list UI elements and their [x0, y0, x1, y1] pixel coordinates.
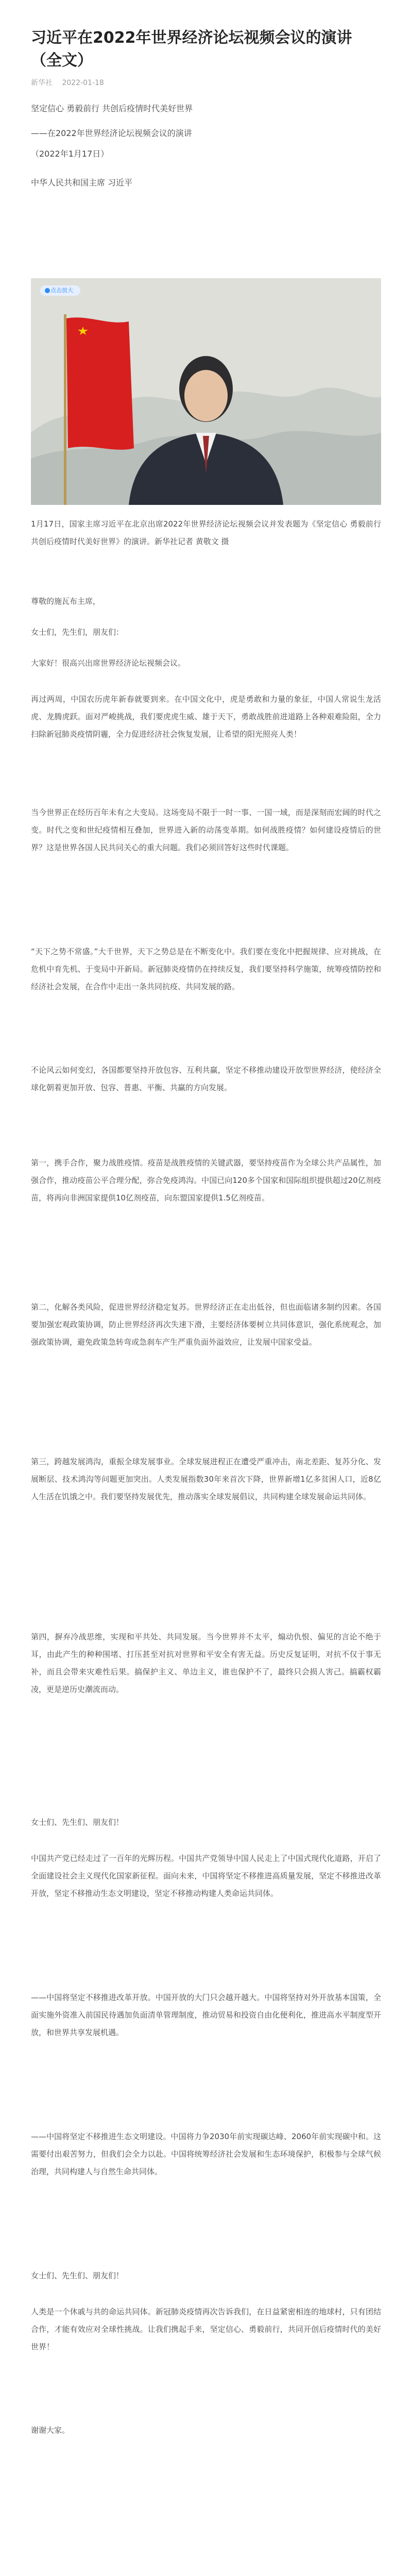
article-title: 习近平在2022年世界经济论坛视频会议的演讲（全文）: [31, 29, 352, 70]
speech-date-line: （2022年1月17日）: [31, 149, 109, 159]
salutation-4: 女士们、先生们、朋友们！: [31, 2271, 124, 2280]
photo-caption: 1月17日，国家主席习近平在北京出席2022年世界经济论坛视频会议并发表题为《坚定信心 勇毅前行 共创后疫情时代美好世界》的演讲。新华社记者 黄敬文 摄: [31, 519, 381, 546]
speech-subtitle: 坚定信心 勇毅前行 共创后疫情时代美好世界: [31, 104, 193, 113]
paragraph-3: 当今世界正在经历百年未有之大变局。这场变局不限于一时一事、一国一域，而是深刻而宏阔的时代之变。时代之变和世纪疫情相互叠加，世界进入新的动荡变革期。如何战胜疫情？如何建设疫情后的世界？这是世界各国人民共同关心的重大问题。我们必须回答好这些时代课题。: [31, 808, 381, 852]
speech-speaker: 中华人民共和国主席 习近平: [31, 178, 133, 188]
article-date: 2022-01-18: [62, 79, 104, 87]
paragraph-5: 不论风云如何变幻，各国都要坚持开放包容、互利共赢，坚定不移推动建设开放型世界经济，使经济全球化朝着更加开放、包容、普惠、平衡、共赢的方向发展。: [31, 1065, 381, 1092]
paragraph-4: “天下之势不常盛。”大千世界，天下之势总是在不断变化中。我们要在变化中把握规律、应对挑战，在危机中育先机、于变局中开新局。新冠肺炎疫情仍在持续反复，我们要坚持科学施策，统筹疫情防控和经济社会发展，在合作中走出一条共同抗疫、共同发展的路。: [31, 947, 381, 991]
speech-photo-image: [31, 278, 381, 505]
paragraph-2: 再过两周，中国农历虎年新春就要到来。在中国文化中，虎是勇敢和力量的象征，中国人常说生龙活虎、龙腾虎跃。面对严峻挑战，我们要虎虎生威、雄于天下，勇敢战胜前进道路上各种艰难险阻，全力扫除新冠肺炎疫情阴霾，全力促进经济社会恢复发展，让希望的阳光照亮人类！: [31, 694, 381, 739]
speech-photo: [31, 278, 381, 505]
paragraph-13: 人类是一个休戚与共的命运共同体。新冠肺炎疫情再次告诉我们，在日益紧密相连的地球村，只有团结合作，才能有效应对全球性挑战。让我们携起手来，坚定信心、勇毅前行，共同开创后疫情时代的美好世界！: [31, 2307, 381, 2351]
paragraph-6: 第一，携手合作，聚力战胜疫情。疫苗是战胜疫情的关键武器，要坚持疫苗作为全球公共产品属性，加强合作，推动疫苗公平合理分配，弥合免疫鸿沟。中国已向120多个国家和国际组织提供超过20亿剂疫苗，将再向非洲国家提供10亿剂疫苗，向东盟国家提供1.5亿剂疫苗。: [31, 1158, 381, 1202]
speech-subtitle-sub: ——在2022年世界经济论坛视频会议的演讲: [31, 128, 192, 138]
zoom-label: 点击放大: [50, 287, 73, 294]
salutation-1: 尊敬的施瓦布主席，: [31, 597, 101, 606]
paragraph-11: ——中国将坚定不移推进改革开放。中国开放的大门只会越开越大。中国将坚持对外开放基本国策，全面实施外资准入前国民待遇加负面清单管理制度，推动贸易和投资自由化便利化，推进高水平制度型开放，和世界共享发展机遇。: [31, 1993, 381, 2037]
salutation-2: 女士们，先生们，朋友们：: [31, 628, 124, 637]
article-source: 新华社: [31, 79, 53, 87]
article-meta: [31, 77, 381, 89]
paragraph-1: 大家好！很高兴出席世界经济论坛视频会议。: [31, 658, 186, 668]
paragraph-10: 中国共产党已经走过了一百年的光辉历程。中国共产党领导中国人民走上了中国式现代化道路，开启了全面建设社会主义现代化国家新征程。面向未来，中国将坚定不移推进高质量发展，坚定不移推进改革开放，坚定不移推动生态文明建设，坚定不移推动构建人类命运共同体。: [31, 1854, 381, 1898]
paragraph-9: 第四，摒弃冷战思维，实现和平共处、共同发展。当今世界并不太平，煽动仇恨、偏见的言论不绝于耳，由此产生的种种围堵、打压甚至对抗对世界和平安全有害无益。历史反复证明，对抗不仅于事无补，而且会带来灾难性后果。搞保护主义、单边主义，谁也保护不了，最终只会损人害己。搞霸权霸凌，更是逆历史潮流而动。: [31, 1632, 381, 1694]
salutation-3: 女士们、先生们、朋友们！: [31, 1818, 124, 1827]
closing-line: 谢谢大家。: [31, 2426, 70, 2435]
paragraph-7: 第二，化解各类风险，促进世界经济稳定复苏。世界经济正在走出低谷，但也面临诸多制约因素。各国要加强宏观政策协调，防止世界经济再次失速下滑，主要经济体要树立共同体意识，强化系统观念，加强政策协调，避免政策急转弯或急刹车产生严重负面外溢效应，让发展中国家受益。: [31, 1302, 381, 1347]
paragraph-8: 第三，跨越发展鸿沟，重振全球发展事业。全球发展进程正在遭受严重冲击，南北差距、复苏分化、发展断层、技术鸿沟等问题更加突出。人类发展指数30年来首次下降，世界新增1亿多贫困人口，近8亿人生活在饥饿之中。我们要坚持发展优先，推动落实全球发展倡议，共同构建全球发展命运共同体。: [31, 1457, 381, 1501]
paragraph-12: ——中国将坚定不移推进生态文明建设。中国将力争2030年前实现碳达峰、2060年前实现碳中和。这需要付出艰苦努力，但我们会全力以赴。中国将统筹经济社会发展和生态环境保护，积极参与全球气候治理，共同构建人与自然生命共同体。: [31, 2132, 381, 2176]
